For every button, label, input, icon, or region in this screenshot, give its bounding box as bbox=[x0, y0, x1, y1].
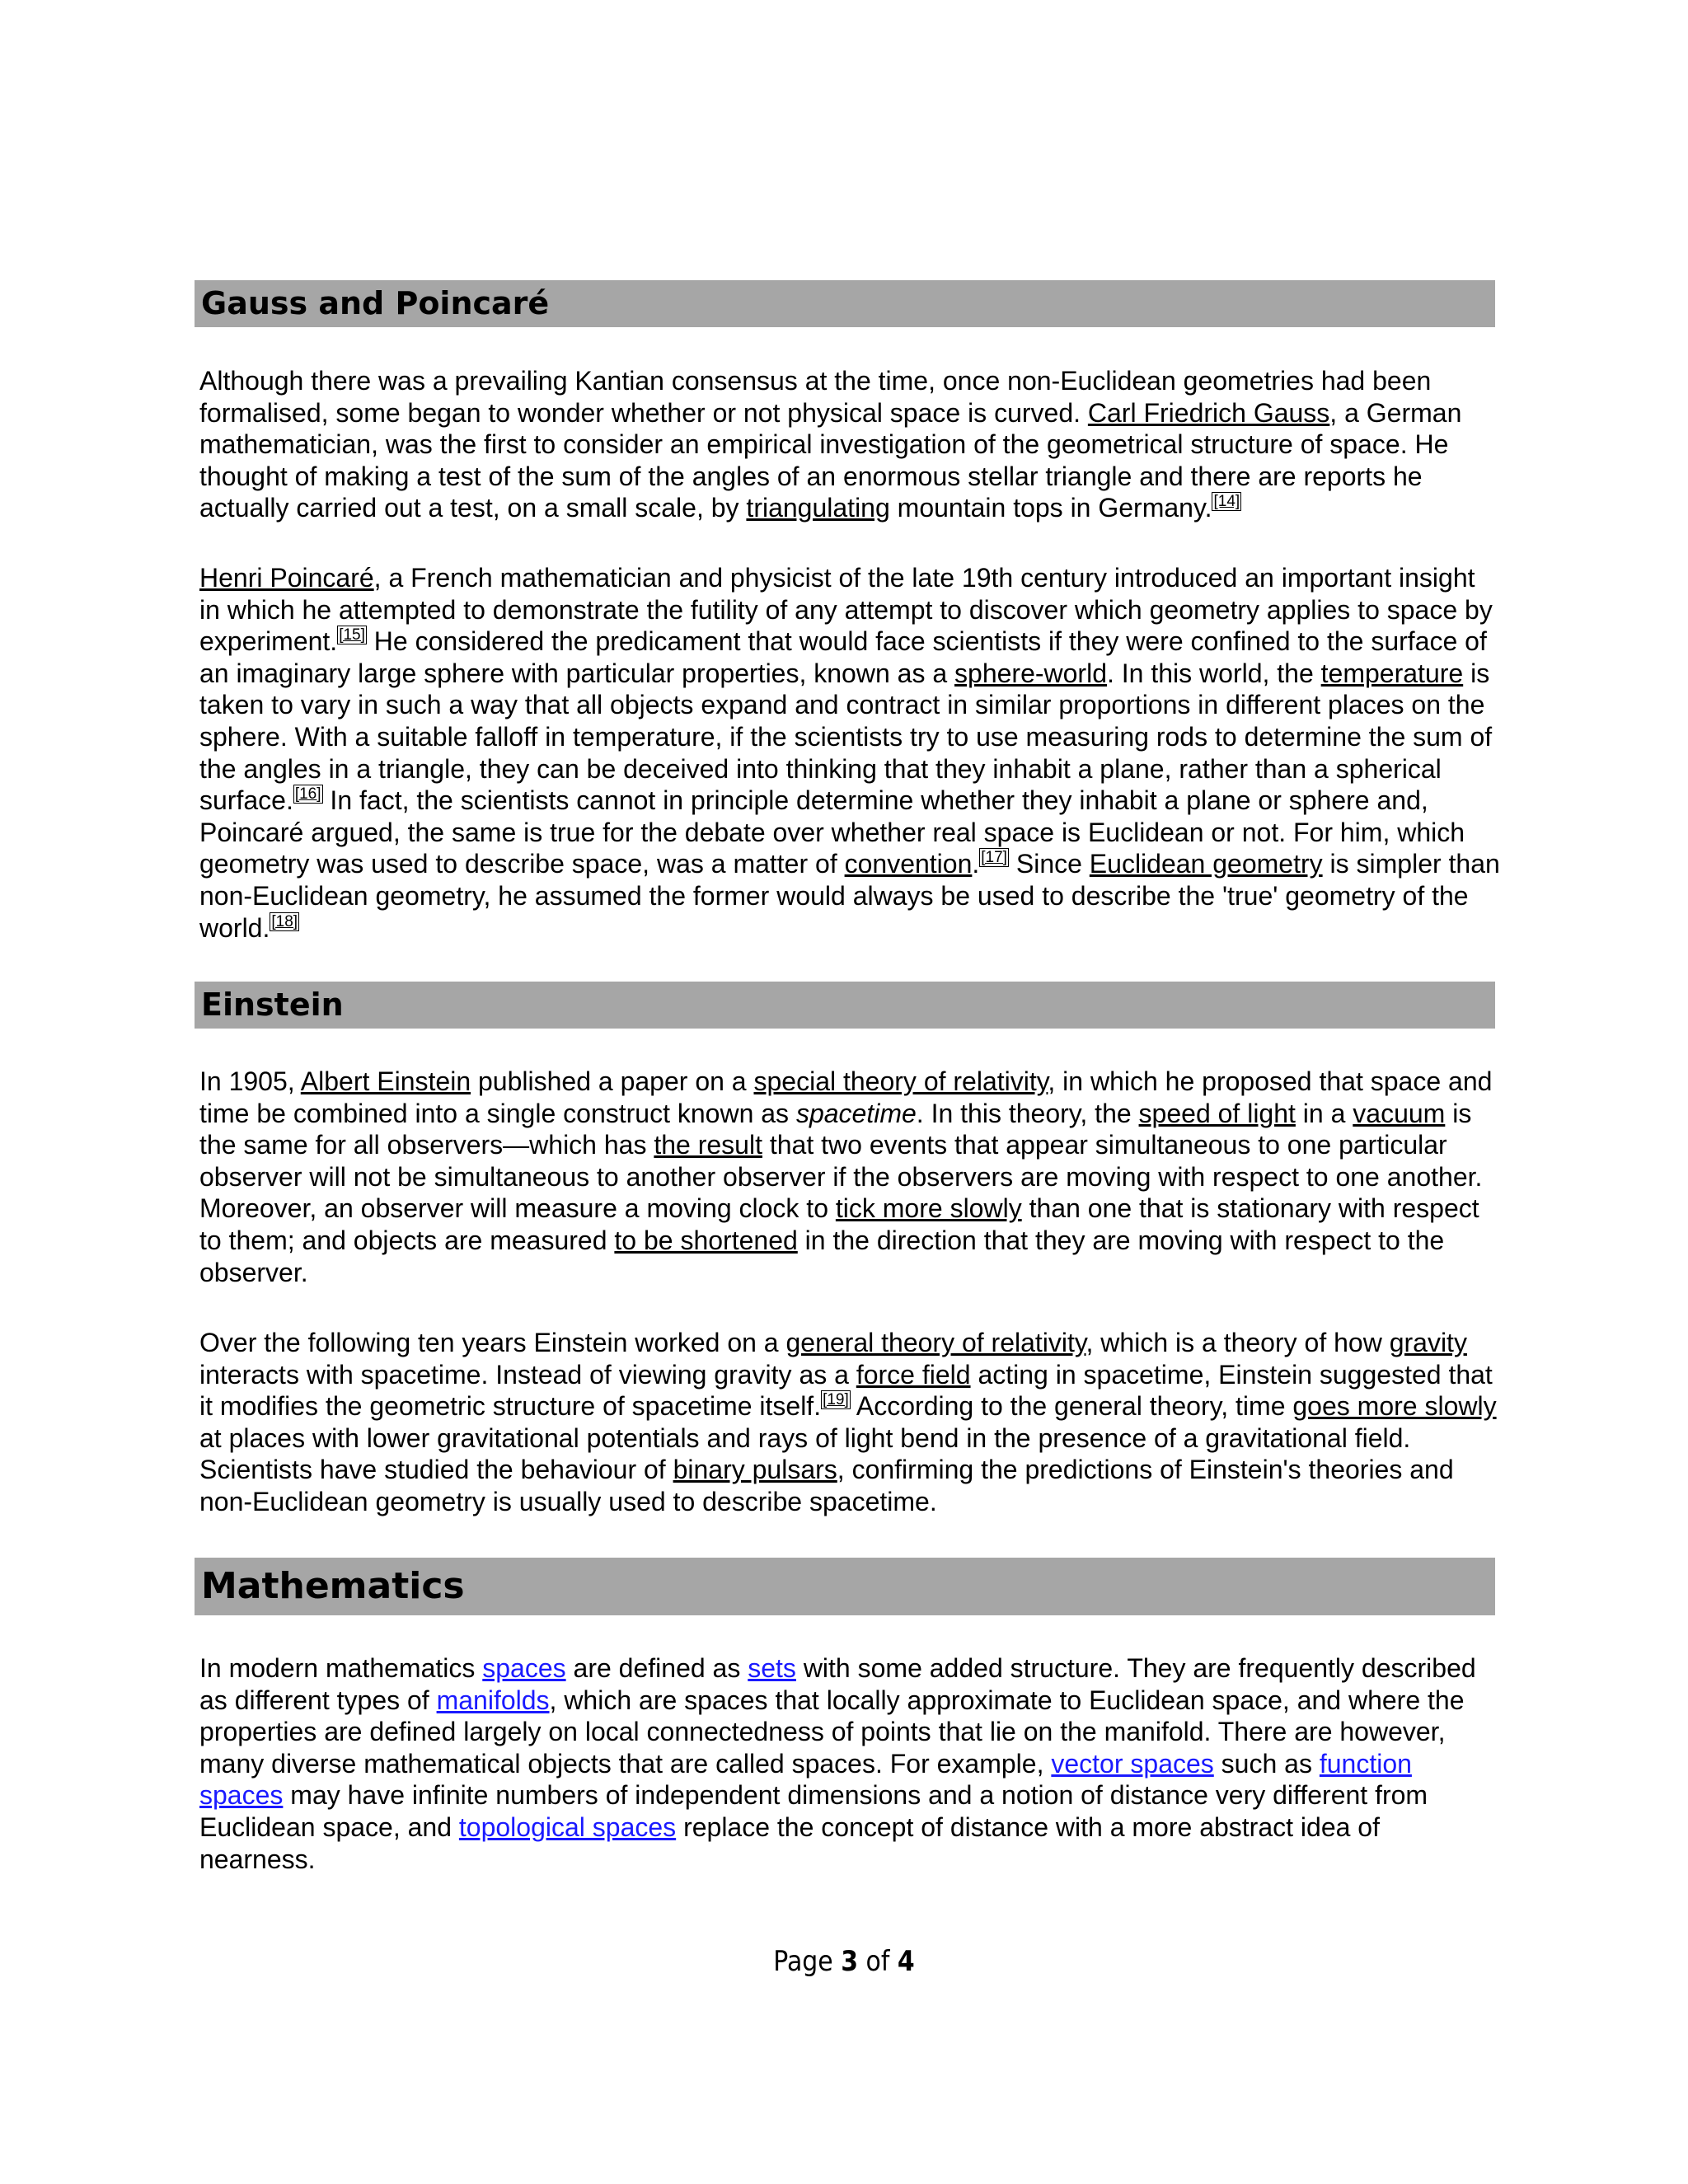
link-triangulating[interactable]: triangulating bbox=[746, 493, 890, 523]
link-speed-of-light[interactable]: speed of light bbox=[1138, 1098, 1296, 1128]
text: Although there was a prevailing Kantian consensus at the time, once non-Euclidean geometries had been formalised, some began to wonder whether or not physical space is curved. bbox=[199, 366, 1432, 428]
link-tick-more-slowly[interactable]: tick more slowly bbox=[835, 1193, 1022, 1224]
link-to-be-shortened[interactable]: to be shortened bbox=[614, 1225, 798, 1255]
reference-19[interactable]: [19] bbox=[823, 1391, 849, 1409]
text: , a German mathematician, was the first to consider an empirical investigation of the geometrical structure of space. He thought of making a test of the sum of the angles of an enormous stellar triangle and there are reports he actually carried out a test, on a small scale, by bbox=[199, 397, 1462, 523]
text: that two events that appear simultaneous to one particular observer will not be simultaneous to another observer if the observers are moving with respect to one another. Moreover, an observer will measure a moving clock to bbox=[199, 1130, 1483, 1224]
text: , which are spaces that locally approximate to Euclidean space, and where the properties are defined largely on local connectedness of points that lie on the manifold. There are however, many diverse mathematical objects that are called spaces. For example, bbox=[199, 1685, 1465, 1779]
text: mountain tops in Germany. bbox=[889, 493, 1212, 523]
link-special-theory-of-relativity[interactable]: special theory of relativity bbox=[753, 1066, 1048, 1096]
link-binary-pulsars[interactable]: binary pulsars bbox=[673, 1455, 837, 1485]
reference-15[interactable]: [15] bbox=[339, 626, 365, 644]
footer-of: of bbox=[858, 1945, 898, 1978]
text: According to the general theory, time bbox=[850, 1391, 1293, 1422]
link-goes-more-slowly[interactable]: goes more slowly bbox=[1292, 1391, 1497, 1422]
link-henri-poincare[interactable]: Henri Poincaré bbox=[199, 563, 374, 593]
text: . In this theory, the bbox=[916, 1098, 1139, 1128]
link-albert-einstein[interactable]: Albert Einstein bbox=[300, 1066, 471, 1096]
reference-14[interactable]: [14] bbox=[1213, 493, 1240, 511]
text: may have infinite numbers of independent dimensions and a notion of distance very different from Euclidean space, and bbox=[199, 1780, 1428, 1842]
paragraph-gauss bbox=[199, 365, 1502, 524]
text: is taken to vary in such a way that all objects expand and contract in similar proportions in different places on the sphere. With a suitable falloff in temperature, if the scientists try to use measuring rods to determine the sum of the angles in a triangle, they can be deceived into thinking that they inhabit a plane, rather than a spherical surface. bbox=[199, 658, 1493, 816]
text: are defined as bbox=[565, 1653, 748, 1683]
link-spaces[interactable]: spaces bbox=[482, 1653, 566, 1683]
text: such as bbox=[1213, 1748, 1320, 1779]
text: published a paper on a bbox=[471, 1066, 754, 1096]
current-page-number: 3 bbox=[841, 1945, 859, 1978]
link-gravity[interactable]: gravity bbox=[1389, 1328, 1467, 1357]
link-force-field[interactable]: force field bbox=[856, 1359, 971, 1390]
link-vacuum[interactable]: vacuum bbox=[1353, 1098, 1446, 1128]
text: In modern mathematics bbox=[199, 1653, 483, 1683]
paragraph-mathematics bbox=[199, 1652, 1502, 1875]
paragraph-special-relativity bbox=[199, 1066, 1502, 1288]
text: with some added structure. They are frequently described as different types of bbox=[199, 1653, 1476, 1715]
text: at places with lower gravitational potentials and rays of light bend in the presence of a gravitational field. Scientists have studied the behaviour of bbox=[199, 1422, 1411, 1485]
text: He considered the predicament that would face scientists if they were confined to the surface of an imaginary large sphere with particular properties, known as a bbox=[199, 626, 1487, 688]
text: . In this world, the bbox=[1106, 658, 1321, 688]
reference-18[interactable]: [18] bbox=[271, 912, 298, 930]
text: in a bbox=[1295, 1098, 1353, 1128]
emphasis-spacetime: spacetime bbox=[795, 1098, 917, 1128]
text: , in which he proposed that space and time be combined into a single construct known as bbox=[199, 1066, 1493, 1128]
link-sets[interactable]: sets bbox=[748, 1653, 796, 1683]
link-function-spaces[interactable]: function spaces bbox=[199, 1748, 1412, 1811]
link-topological-spaces[interactable]: topological spaces bbox=[458, 1811, 677, 1842]
text: acting in spacetime, Einstein suggested that it modifies the geometric structure of spacetime itself. bbox=[199, 1359, 1493, 1422]
paragraph-poincare bbox=[199, 562, 1502, 944]
text: , a French mathematician and physicist of the late 19th century introduced an important insight in which he attempted to demonstrate the futility of any attempt to discover which geometry applies to space by experiment. bbox=[199, 563, 1493, 657]
text: in the direction that they are moving with respect to the observer. bbox=[199, 1225, 1445, 1287]
text: Over the following ten years Einstein worked on a bbox=[199, 1328, 786, 1357]
link-sphere-world[interactable]: sphere-world bbox=[954, 658, 1107, 688]
section-heading-gauss-poincare: Gauss and Poincaré bbox=[195, 280, 1495, 327]
link-the-result[interactable]: the result bbox=[654, 1130, 762, 1160]
link-manifolds[interactable]: manifolds bbox=[436, 1685, 550, 1715]
text: In fact, the scientists cannot in principle determine whether they inhabit a plane or sphere and, Poincaré argued, the same is true for the debate over whether real space is Euclidean or not. For him, which geometry was used to describe space, was a matter of bbox=[199, 785, 1465, 879]
section-heading-mathematics: Mathematics bbox=[195, 1558, 1495, 1615]
text: . bbox=[972, 849, 980, 879]
link-carl-friedrich-gauss[interactable]: Carl Friedrich Gauss bbox=[1087, 397, 1330, 428]
link-convention[interactable]: convention bbox=[844, 849, 973, 879]
reference-17[interactable]: [17] bbox=[981, 849, 1007, 867]
text: , confirming the predictions of Einstein's theories and non-Euclidean geometry is usually used to describe spacetime. bbox=[199, 1455, 1454, 1516]
link-vector-spaces[interactable]: vector spaces bbox=[1051, 1748, 1214, 1779]
paragraph-general-relativity bbox=[199, 1327, 1502, 1518]
text: replace the concept of distance with a more abstract idea of nearness. bbox=[199, 1811, 1380, 1874]
section-heading-einstein: Einstein bbox=[195, 982, 1495, 1029]
text: In 1905, bbox=[199, 1066, 301, 1096]
text: is simpler than non-Euclidean geometry, he assumed the former would always be used to describe the 'true' geometry of the world. bbox=[199, 849, 1500, 943]
link-general-theory-of-relativity[interactable]: general theory of relativity bbox=[785, 1328, 1086, 1357]
text: interacts with spacetime. Instead of viewing gravity as a bbox=[199, 1359, 856, 1390]
page-footer bbox=[101, 1945, 1587, 1978]
reference-16[interactable]: [16] bbox=[294, 785, 321, 804]
text: , which is a theory of how bbox=[1085, 1328, 1390, 1357]
link-temperature[interactable]: temperature bbox=[1320, 658, 1464, 688]
text: is the same for all observers—which has bbox=[199, 1098, 1472, 1160]
text: than one that is stationary with respect to them; and objects are measured bbox=[199, 1193, 1479, 1255]
link-euclidean-geometry[interactable]: Euclidean geometry bbox=[1089, 849, 1323, 879]
text: Since bbox=[1008, 849, 1090, 879]
total-page-count: 4 bbox=[897, 1945, 915, 1978]
footer-prefix: Page bbox=[773, 1945, 842, 1978]
